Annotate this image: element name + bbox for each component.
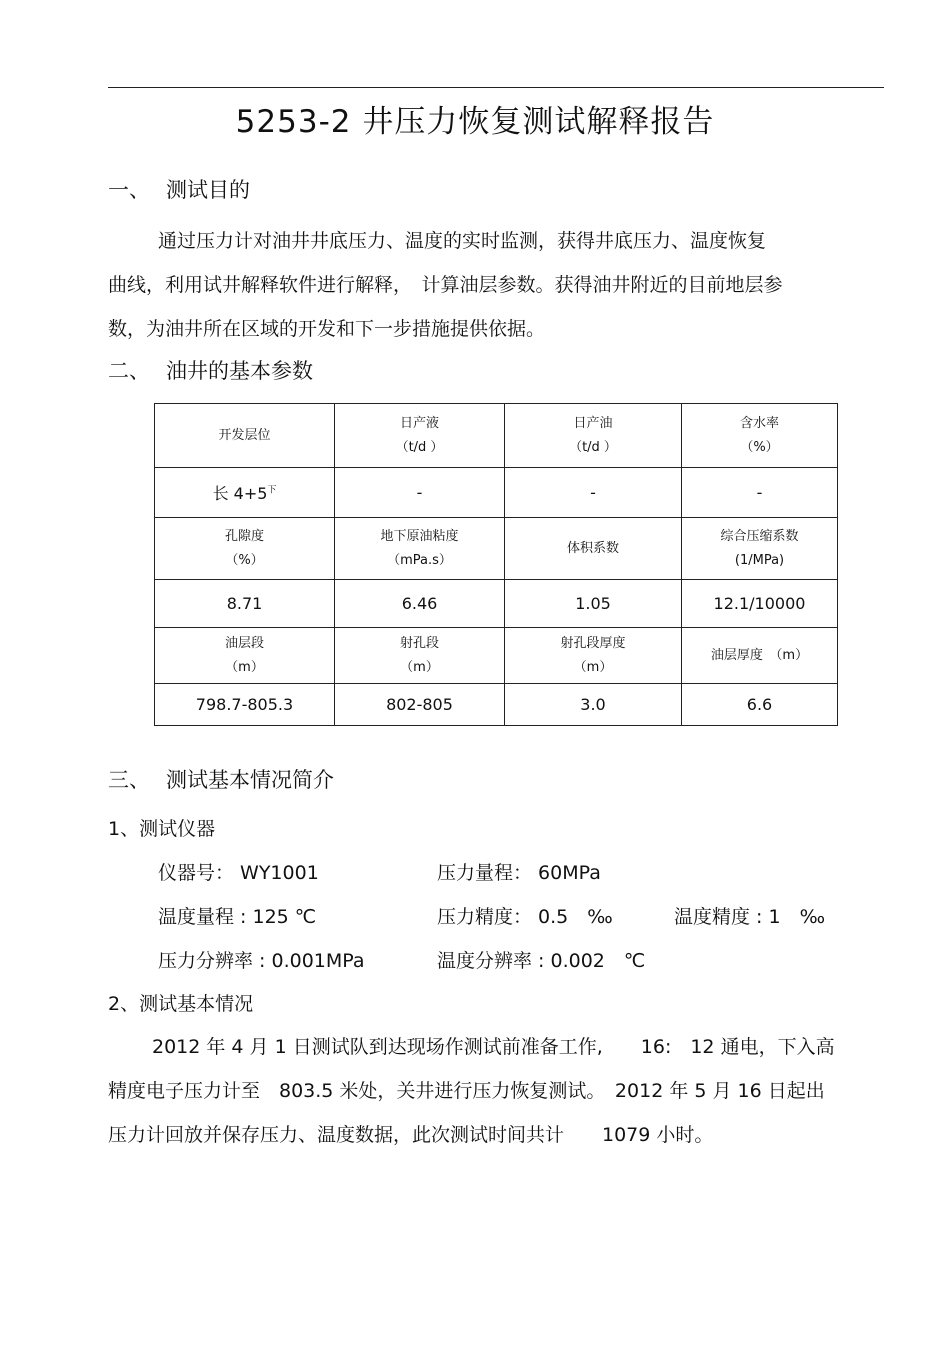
- value-cell-compressibility: 12.1/10000: [682, 580, 838, 628]
- section-2-title: 油井的基本参数: [166, 359, 313, 383]
- header-cell-layer: 开发层位: [155, 404, 335, 468]
- value-cell-oil-interval: 798.7-805.3: [155, 684, 335, 726]
- section-1-line-2: 曲线，利用试井解释软件进行解释， 计算油层参数。获得油井附近的目前地层参: [108, 274, 783, 296]
- section-1-title: 测试目的: [166, 178, 250, 202]
- section-3-heading: [108, 764, 334, 794]
- table-header-row-2: [155, 518, 838, 580]
- section-2-number: 二、: [108, 359, 150, 383]
- section-1-number: 一、: [108, 178, 150, 202]
- temperature-precision: 温度精度 : 1 ‰: [674, 906, 826, 928]
- header-cell-perforation: 射孔段 （m）: [335, 628, 505, 684]
- section-3-number: 三、: [108, 768, 150, 792]
- table-header-row-3: [155, 628, 838, 684]
- value-cell-liquid: -: [335, 468, 505, 518]
- table-value-row-1: [155, 468, 838, 518]
- section-1-line-1: 通过压力计对油井井底压力、温度的实时监测，获得井底压力、温度恢复: [158, 230, 767, 252]
- header-cell-water-cut: 含水率 （%）: [682, 404, 838, 468]
- value-cell-oil-thickness: 6.6: [682, 684, 838, 726]
- table-value-row-3: [155, 684, 838, 726]
- pressure-resolution: 压力分辨率 : 0.001MPa: [158, 950, 365, 972]
- temperature-resolution: 温度分辨率 : 0.002 ℃: [437, 950, 646, 972]
- test-situation-line-1: 2012 年 4 月 1 日测试队到达现场作测试前准备工作, 16: 12 通电，下入高: [152, 1036, 835, 1058]
- test-situation-line-3: 压力计回放并保存压力、温度数据，此次测试时间共计 1079 小时。: [108, 1124, 714, 1146]
- header-cell-oil-interval: 油层段 （m）: [155, 628, 335, 684]
- temperature-range: 温度量程 : 125 ℃: [158, 906, 317, 928]
- value-cell-perforation: 802-805: [335, 684, 505, 726]
- section-1-line-3: 数，为油井所在区域的开发和下一步措施提供依据。: [108, 318, 546, 340]
- value-cell-porosity: 8.71: [155, 580, 335, 628]
- header-rule: [108, 87, 884, 88]
- section-1-heading: [108, 174, 250, 204]
- header-cell-volume-factor: 体积系数: [505, 518, 682, 580]
- value-cell-perforation-thickness: 3.0: [505, 684, 682, 726]
- value-cell-volume-factor: 1.05: [505, 580, 682, 628]
- header-cell-oil: 日产油 （t/d ）: [505, 404, 682, 468]
- value-cell-oil: -: [505, 468, 682, 518]
- table-header-row-1: [155, 404, 838, 468]
- header-cell-perforation-thickness: 射孔段厚度 （m）: [505, 628, 682, 684]
- value-cell-water-cut: -: [682, 468, 838, 518]
- table-value-row-2: [155, 580, 838, 628]
- pressure-range: 压力量程： 60MPa: [437, 862, 601, 884]
- well-parameters-table: [154, 403, 838, 726]
- header-cell-oil-thickness: 油层厚度 （m）: [682, 628, 838, 684]
- header-cell-porosity: 孔隙度 （%）: [155, 518, 335, 580]
- section-2-heading: [108, 355, 313, 385]
- section-3-title: 测试基本情况简介: [166, 768, 334, 792]
- test-situation-line-2: 精度电子压力计至 803.5 米处，关井进行压力恢复测试。 2012 年 5 月 16 日起出: [108, 1080, 825, 1102]
- pressure-precision: 压力精度： 0.5 ‰: [437, 906, 613, 928]
- subsection-test-situation: 2、测试基本情况: [108, 993, 254, 1015]
- subsection-instruments: 1、测试仪器: [108, 818, 216, 840]
- report-title: 5253-2 井压力恢复测试解释报告: [235, 104, 715, 140]
- header-cell-liquid: 日产液 （t/d ）: [335, 404, 505, 468]
- header-cell-viscosity: 地下原油粘度 （mPa.s）: [335, 518, 505, 580]
- header-cell-compressibility: 综合压缩系数 (1/MPa): [682, 518, 838, 580]
- value-cell-viscosity: 6.46: [335, 580, 505, 628]
- instrument-id: 仪器号： WY1001: [158, 862, 319, 884]
- value-cell-layer: 长 $4+5^下$: [155, 468, 335, 518]
